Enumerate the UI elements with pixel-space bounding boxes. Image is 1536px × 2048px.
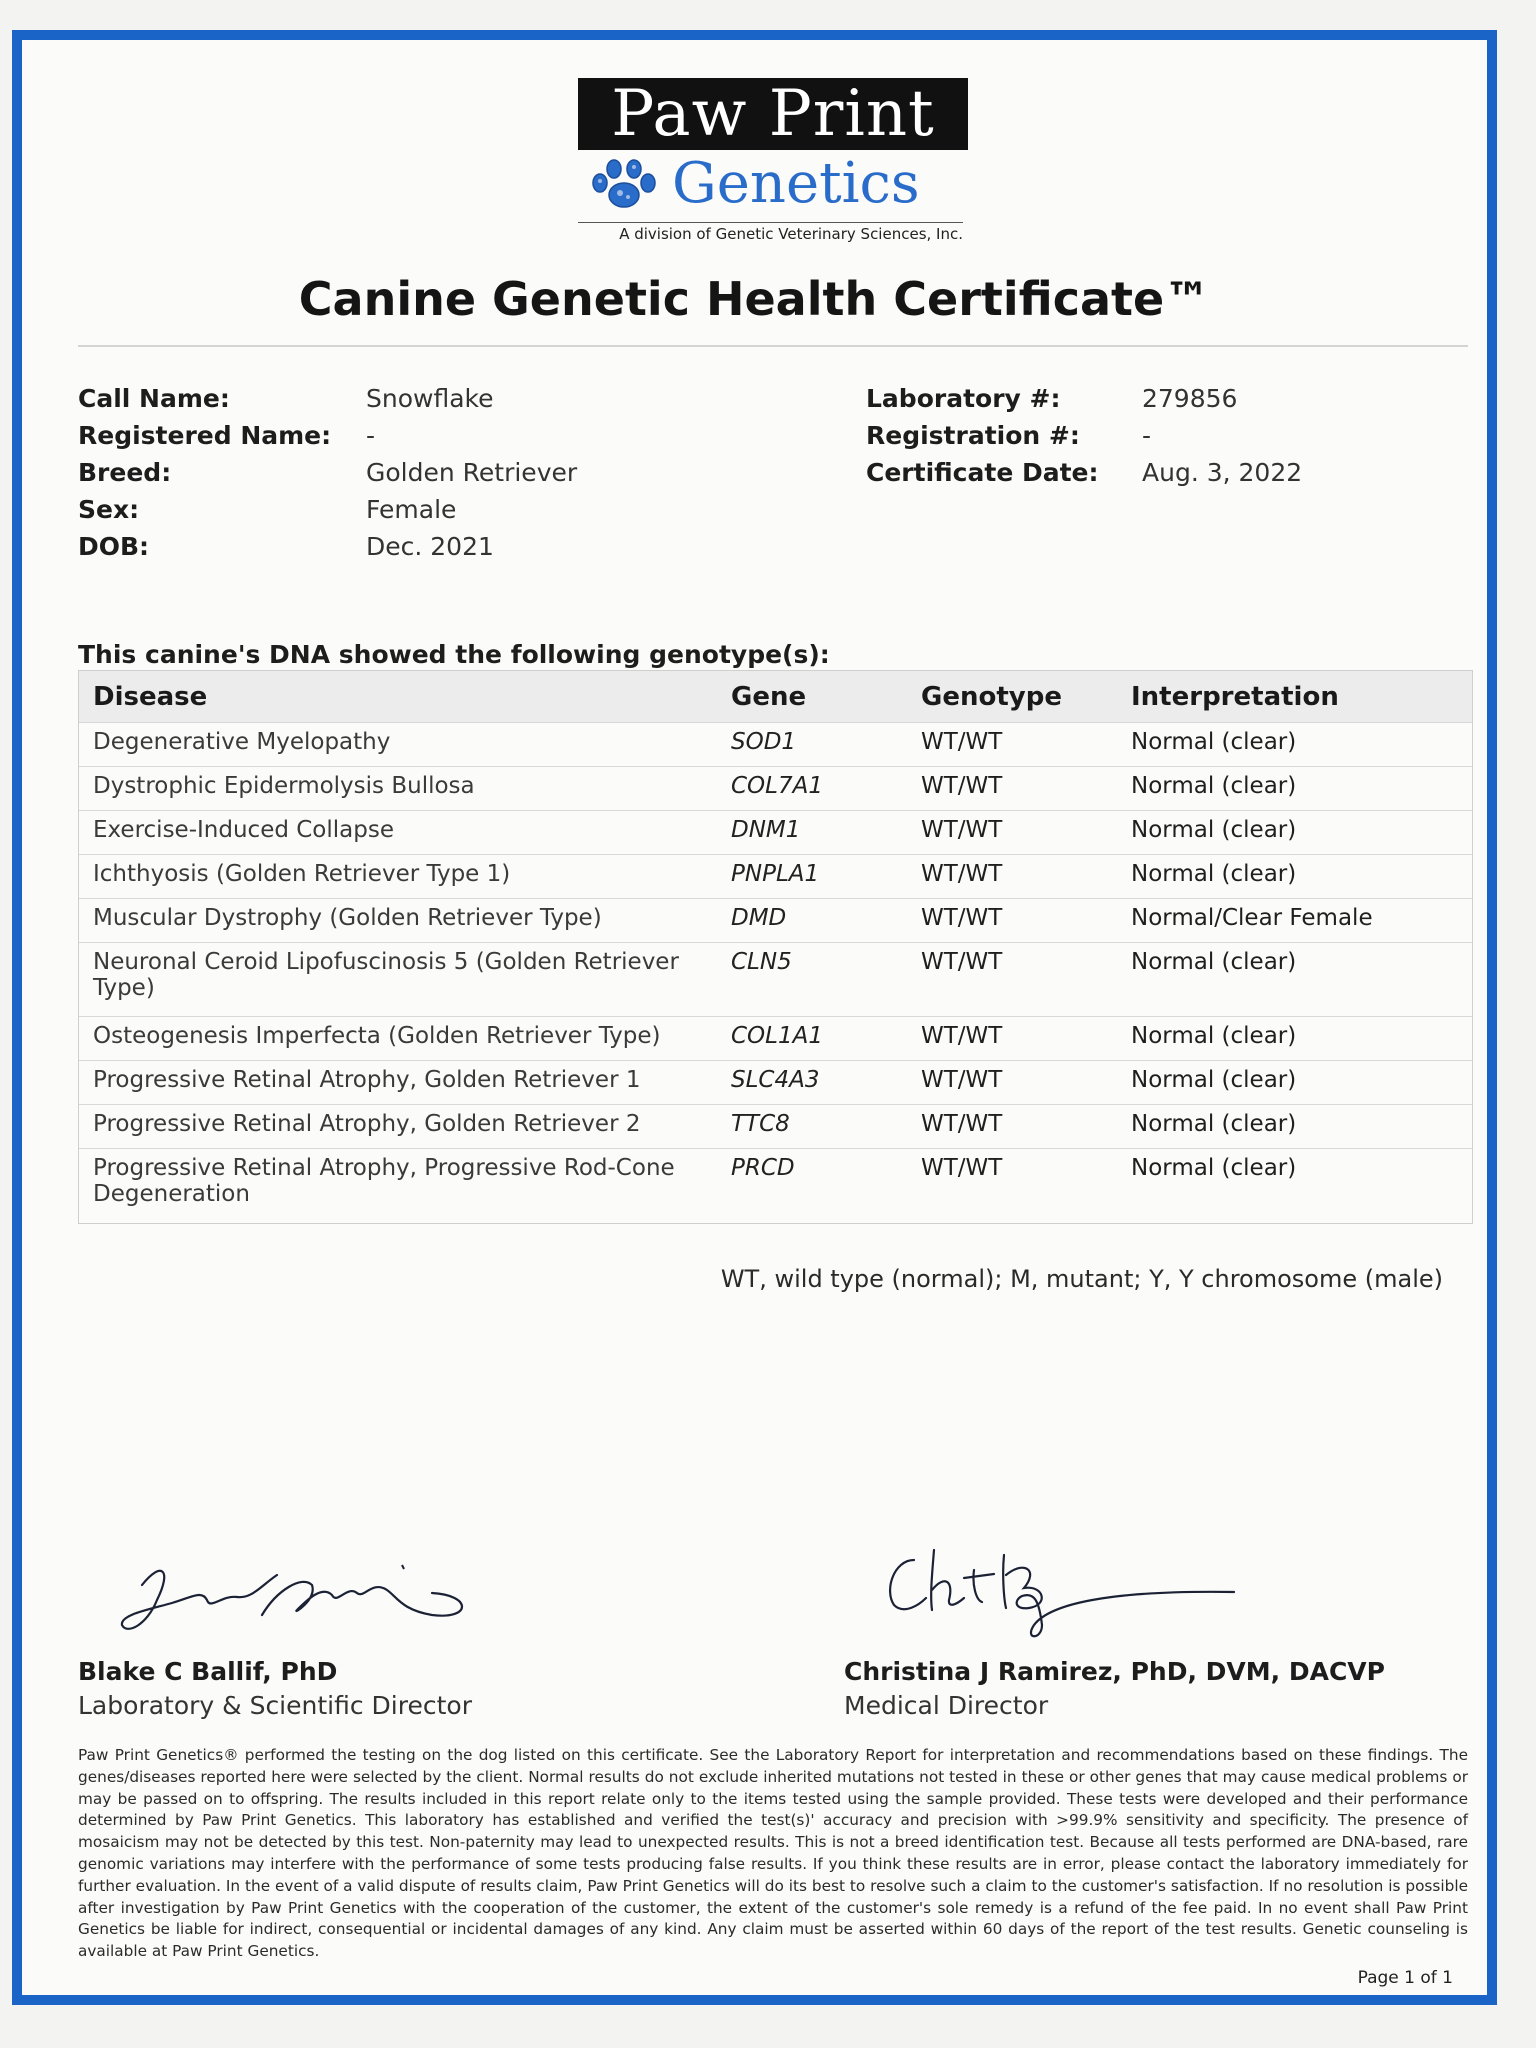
registration-number-label: Registration #: bbox=[866, 421, 1080, 450]
certificate-date-label: Certificate Date: bbox=[866, 458, 1099, 487]
lab-info bbox=[866, 380, 1302, 491]
logo-line1: Paw Print bbox=[578, 78, 968, 150]
sex-label: Sex: bbox=[78, 495, 140, 524]
page-number: Page 1 of 1 bbox=[1357, 1968, 1453, 1988]
company-logo bbox=[578, 78, 968, 243]
gene-cell: DMD bbox=[731, 905, 787, 931]
genotype-cell: WT/WT bbox=[921, 1155, 1003, 1181]
gene-cell: COL1A1 bbox=[731, 1023, 823, 1049]
gene-cell: DNM1 bbox=[731, 817, 801, 843]
disease-cell: Neuronal Ceroid Lipofuscinosis 5 (Golden Retriever Type) bbox=[93, 949, 679, 1001]
signer-role: Laboratory & Scientific Director bbox=[78, 1691, 472, 1720]
title-divider bbox=[78, 345, 1468, 347]
signer-ballif bbox=[78, 1655, 472, 1723]
table-row bbox=[79, 899, 1472, 943]
header-interpretation: Interpretation bbox=[1131, 681, 1339, 712]
genotype-cell: WT/WT bbox=[921, 949, 1003, 975]
genotype-cell: WT/WT bbox=[921, 1111, 1003, 1137]
header-gene: Gene bbox=[731, 681, 807, 712]
genotype-cell: WT/WT bbox=[921, 817, 1003, 843]
logo-subtitle: A division of Genetic Veterinary Sciences, Inc. bbox=[578, 222, 963, 243]
genotype-cell: WT/WT bbox=[921, 773, 1003, 799]
certificate-date-value: Aug. 3, 2022 bbox=[1142, 458, 1303, 487]
disease-cell: Exercise-Induced Collapse bbox=[93, 817, 394, 843]
dog-info bbox=[78, 380, 577, 565]
breed-value: Golden Retriever bbox=[366, 458, 578, 487]
signer-name: Blake C Ballif, PhD bbox=[78, 1657, 338, 1686]
disease-cell: Ichthyosis (Golden Retriever Type 1) bbox=[93, 861, 511, 887]
disease-cell: Progressive Retinal Atrophy, Progressive Rod-Cone Degeneration bbox=[93, 1155, 675, 1207]
disclaimer-text: Paw Print Genetics® performed the testing on the dog listed on this certificate. See the Laboratory Report for interpretation and recommendations based on these findings. The genes/diseases reported here were selected by the client. Normal results do not exclude inherited mutations not tested in these or other genes that may cause medical problems or may be passed on to offspring. The results included in this report relate only to the items tested using the sample provided. These tests were developed and their performance determined by Paw Print Genetics. This laboratory has established and verified the test(s)' accuracy and precision with >99.9% sensitivity and specificity. The presence of mosaicism may not be detected by this test. Non-paternity may lead to unexpected results. This is not a breed identification test. Because all tests performed are DNA-based, rare genomic variations may interfere with the performance of some tests producing false results. If you think these results are in error, please contact the laboratory immediately for further evaluation. In the event of a valid dispute of results claim, Paw Print Genetics will do its best to resolve such a claim to the customer's satisfaction. If no resolution is possible after investigation by Paw Print Genetics with the cooperation of the customer, the extent of the customer's sole remedy is a refund of the fee paid. In no event shall Paw Print Genetics be liable for indirect, consequential or incidental damages of any kind. Any claim must be asserted within 60 days of the report of the test results. Genetic counseling is available at Paw Print Genetics. bbox=[78, 1746, 1468, 1961]
registration-number-value: - bbox=[1142, 421, 1152, 450]
gene-cell: SLC4A3 bbox=[731, 1067, 820, 1093]
gene-cell: PRCD bbox=[731, 1155, 795, 1181]
gene-cell: TTC8 bbox=[731, 1111, 790, 1137]
table-row bbox=[79, 943, 1472, 1017]
disease-cell: Degenerative Myelopathy bbox=[93, 729, 391, 755]
header-disease: Disease bbox=[93, 681, 208, 712]
interpretation-cell: Normal (clear) bbox=[1131, 1155, 1297, 1181]
call-name-value: Snowflake bbox=[366, 384, 494, 413]
registered-name-label: Registered Name: bbox=[78, 421, 332, 450]
table-row bbox=[79, 1105, 1472, 1149]
disease-cell: Progressive Retinal Atrophy, Golden Retriever 1 bbox=[93, 1067, 641, 1093]
header-genotype: Genotype bbox=[921, 681, 1062, 712]
interpretation-cell: Normal/Clear Female bbox=[1131, 905, 1373, 931]
table-row bbox=[79, 1061, 1472, 1105]
call-name-label: Call Name: bbox=[78, 384, 230, 413]
genotype-cell: WT/WT bbox=[921, 729, 1003, 755]
signer-role: Medical Director bbox=[844, 1691, 1049, 1720]
sex-value: Female bbox=[366, 495, 457, 524]
table-row bbox=[79, 811, 1472, 855]
table-row bbox=[79, 855, 1472, 899]
interpretation-cell: Normal (clear) bbox=[1131, 1067, 1297, 1093]
table-row bbox=[79, 723, 1472, 767]
gene-cell: CLN5 bbox=[731, 949, 792, 975]
genotype-cell: WT/WT bbox=[921, 905, 1003, 931]
registered-name-value: - bbox=[366, 421, 376, 450]
genotype-cell: WT/WT bbox=[921, 1067, 1003, 1093]
table-row bbox=[79, 767, 1472, 811]
interpretation-cell: Normal (clear) bbox=[1131, 817, 1297, 843]
breed-label: Breed: bbox=[78, 458, 172, 487]
disease-cell: Osteogenesis Imperfecta (Golden Retriever Type) bbox=[93, 1023, 661, 1049]
interpretation-cell: Normal (clear) bbox=[1131, 1023, 1297, 1049]
genotype-legend: WT, wild type (normal); M, mutant; Y, Y chromosome (male) bbox=[720, 1265, 1443, 1293]
logo-line2: Genetics bbox=[672, 151, 920, 216]
disease-cell: Muscular Dystrophy (Golden Retriever Type) bbox=[93, 905, 602, 931]
interpretation-cell: Normal (clear) bbox=[1131, 949, 1297, 975]
dob-value: Dec. 2021 bbox=[366, 532, 494, 561]
lab-number-value: 279856 bbox=[1142, 384, 1238, 413]
interpretation-cell: Normal (clear) bbox=[1131, 729, 1297, 755]
interpretation-cell: Normal (clear) bbox=[1131, 861, 1297, 887]
certificate-page bbox=[12, 30, 1497, 2005]
table-header-row bbox=[79, 671, 1472, 723]
lab-number-label: Laboratory #: bbox=[866, 384, 1061, 413]
dob-label: DOB: bbox=[78, 532, 150, 561]
signer-ramirez bbox=[844, 1655, 1385, 1723]
paw-print-icon bbox=[578, 153, 668, 215]
signer-name: Christina J Ramirez, PhD, DVM, DACVP bbox=[844, 1657, 1385, 1686]
genotype-heading: This canine's DNA showed the following genotype(s): bbox=[78, 640, 830, 669]
gene-cell: SOD1 bbox=[731, 729, 797, 755]
interpretation-cell: Normal (clear) bbox=[1131, 1111, 1297, 1137]
genotype-table bbox=[78, 670, 1473, 1224]
page-title: Canine Genetic Health Certificate™ bbox=[298, 272, 1211, 326]
disease-cell: Dystrophic Epidermolysis Bullosa bbox=[93, 773, 475, 799]
gene-cell: PNPLA1 bbox=[731, 861, 820, 887]
table-row bbox=[79, 1149, 1472, 1223]
genotype-cell: WT/WT bbox=[921, 1023, 1003, 1049]
disease-cell: Progressive Retinal Atrophy, Golden Retriever 2 bbox=[93, 1111, 641, 1137]
signature-ballif bbox=[102, 1555, 492, 1645]
gene-cell: COL7A1 bbox=[731, 773, 823, 799]
table-row bbox=[79, 1017, 1472, 1061]
genotype-cell: WT/WT bbox=[921, 861, 1003, 887]
signature-ramirez bbox=[864, 1530, 1254, 1650]
interpretation-cell: Normal (clear) bbox=[1131, 773, 1297, 799]
